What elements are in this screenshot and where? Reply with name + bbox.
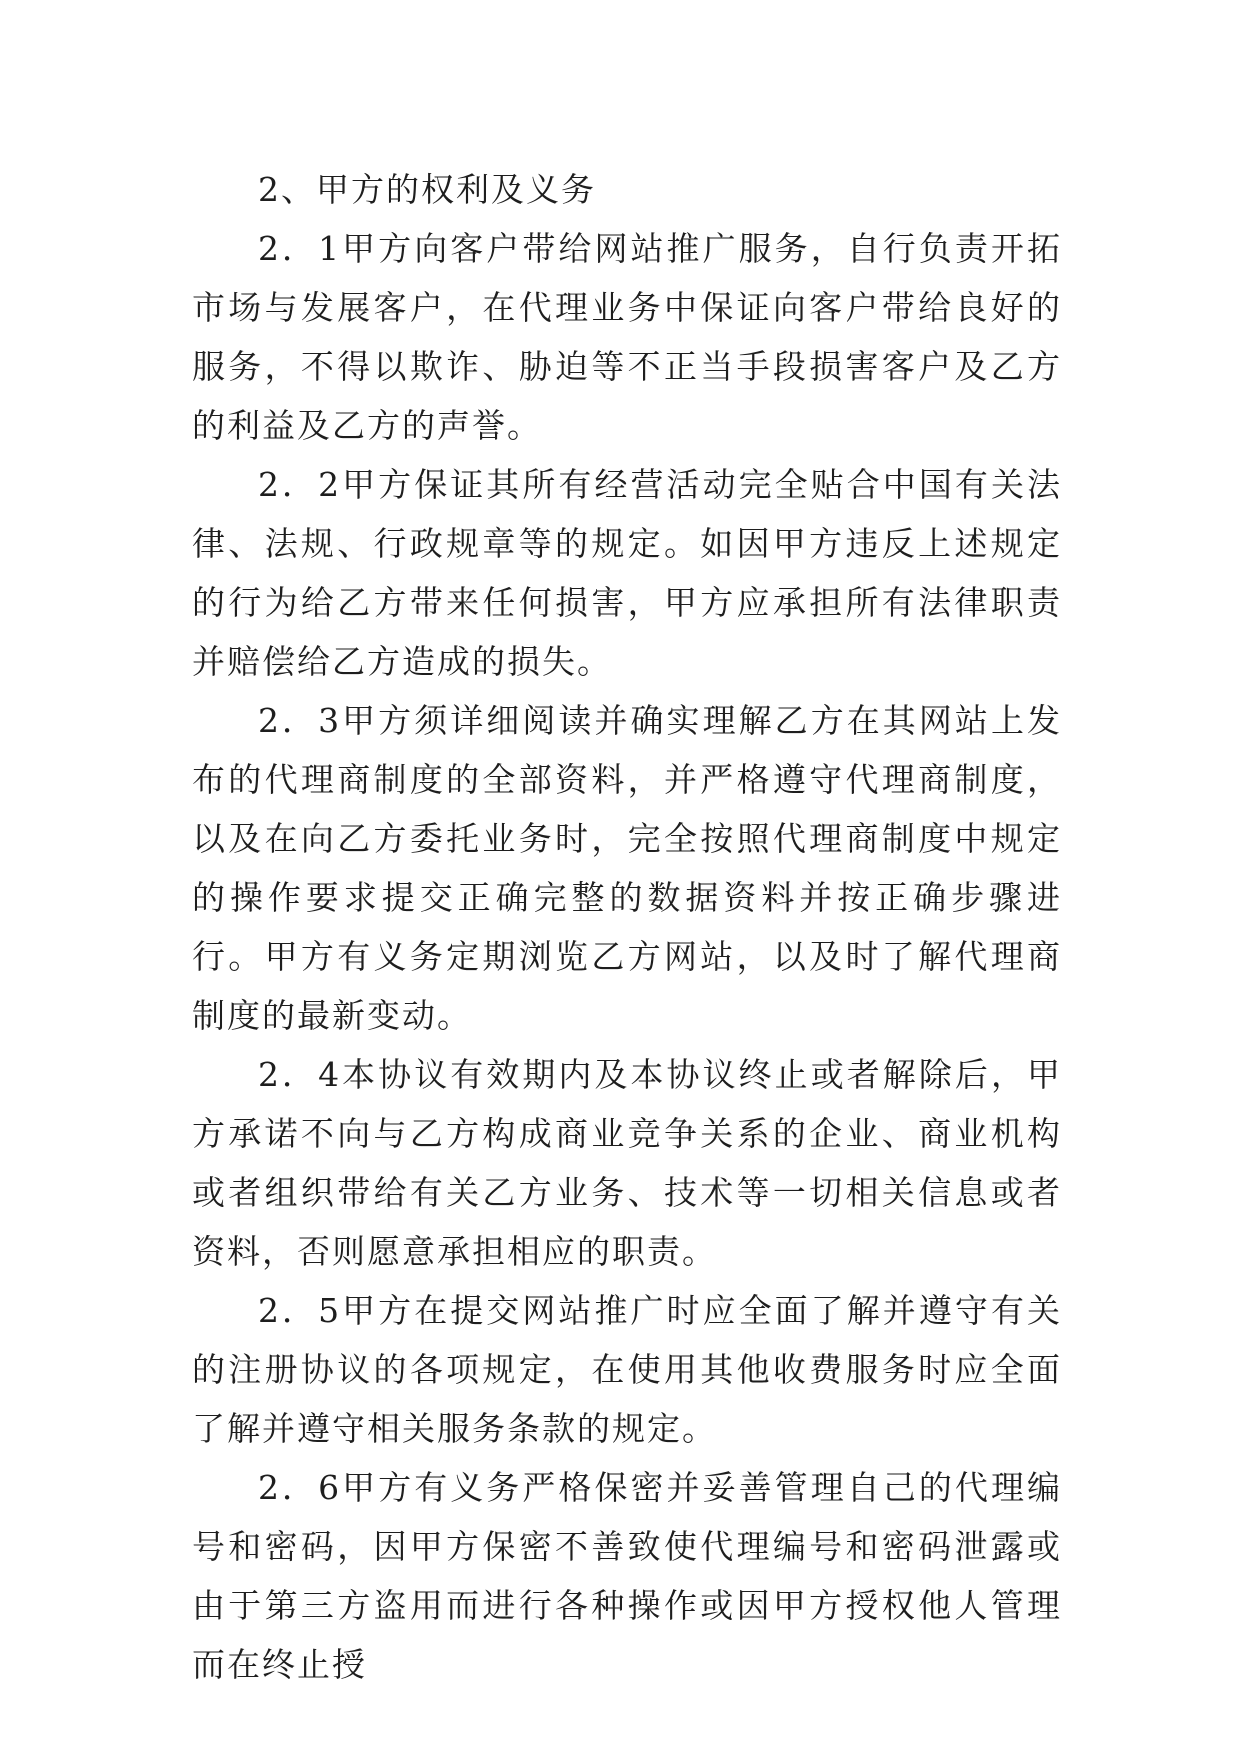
section-heading: 2、甲方的权利及义务: [258, 170, 596, 209]
clause-2-3: 2．3甲方须详细阅读并确实理解乙方在其网站上发布的代理商制度的全部资料，并严格遵守代理商制度，以及在向乙方委托业务时，完全按照代理商制度中规定的操作要求提交正确完整的数据资料并按正确步骤进行。甲方有义务定期浏览乙方网站，以及时了解代理商制度的最新变动。: [192, 701, 1062, 1035]
clause-2-5: 2．5甲方在提交网站推广时应全面了解并遵守有关的注册协议的各项规定，在使用其他收费服务时应全面了解并遵守相关服务条款的规定。: [192, 1291, 1062, 1448]
clause-2-4: 2．4本协议有效期内及本协议终止或者解除后，甲方承诺不向与乙方构成商业竞争关系的企业、商业机构或者组织带给有关乙方业务、技术等一切相关信息或者资料，否则愿意承担相应的职责。: [192, 1055, 1062, 1271]
document-body: [192, 160, 1062, 1694]
clause-2-1: 2．1甲方向客户带给网站推广服务，自行负责开拓市场与发展客户，在代理业务中保证向客户带给良好的服务，不得以欺诈、胁迫等不正当手段损害客户及乙方的利益及乙方的声誉。: [192, 229, 1062, 445]
clause-2-6: 2．6甲方有义务严格保密并妥善管理自己的代理编号和密码，因甲方保密不善致使代理编号和密码泄露或由于第三方盗用而进行各种操作或因甲方授权他人管理而在终止授: [192, 1468, 1062, 1684]
clause-2-2: 2．2甲方保证其所有经营活动完全贴合中国有关法律、法规、行政规章等的规定。如因甲方违反上述规定的行为给乙方带来任何损害，甲方应承担所有法律职责并赔偿给乙方造成的损失。: [192, 465, 1062, 681]
